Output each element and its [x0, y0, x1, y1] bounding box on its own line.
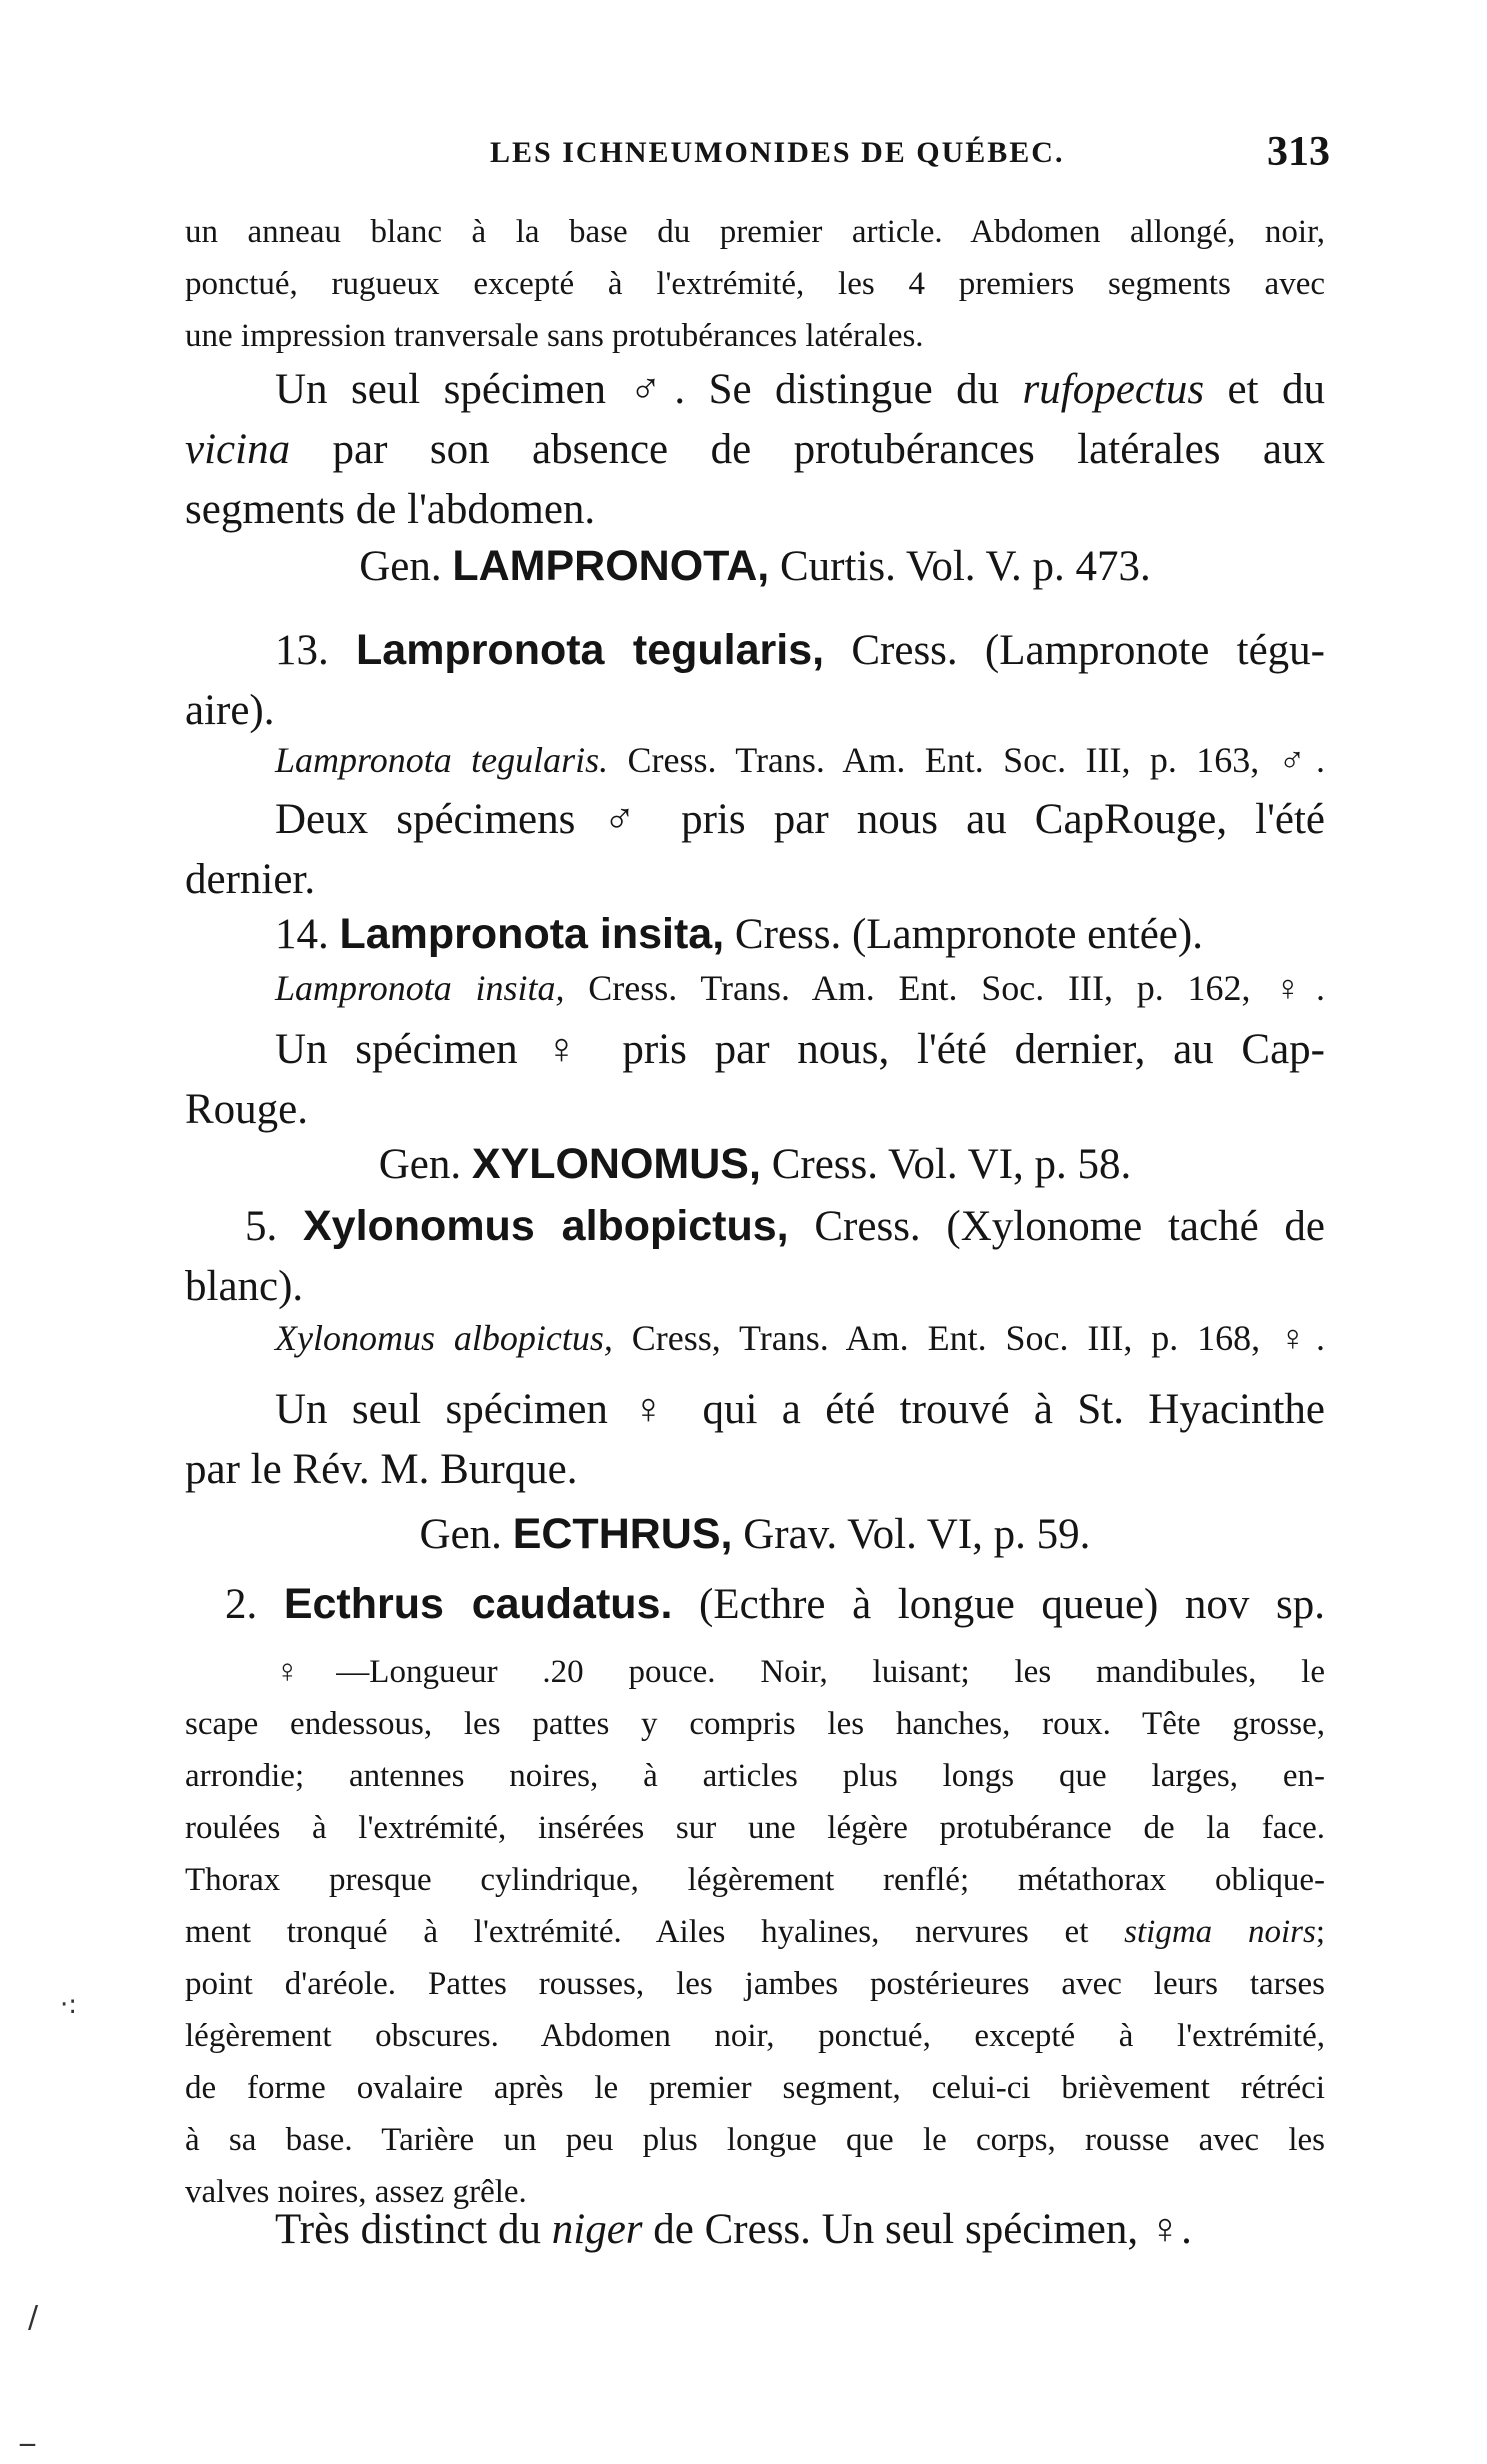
- species-14-note: [185, 1020, 1325, 1140]
- species-5-reference: Xylonomus albopictus, Cress, Trans. Am. Ent. Soc. III, p. 168, ♀.: [275, 1318, 1325, 1358]
- text-line: 5. Xylonomus albopictus, Cress. (Xylonome taché de: [245, 1202, 1326, 1250]
- page-number: 313: [1267, 129, 1330, 175]
- species-13-reference: Lampronota tegularis. Cress. Trans. Am. Ent. Soc. III, p. 163, ♂.: [275, 740, 1325, 780]
- text-line: Thorax presque cylindrique, légèrement renflé; métathorax oblique-: [185, 1862, 1325, 1898]
- text-line: point d'aréole. Pattes rousses, les jambes postérieures avec leurs tarses: [185, 1966, 1325, 2002]
- text-line: de forme ovalaire après le premier segment, celui-ci brièvement rétréci: [185, 2070, 1325, 2106]
- species-5-heading: [185, 1196, 1325, 1317]
- text-line: ♀—Longueur .20 pouce. Noir, luisant; les mandibules, le: [275, 1654, 1325, 1690]
- text-line: aire).: [185, 687, 275, 734]
- paragraph-specimen-note: [185, 360, 1325, 540]
- text-line: Un spécimen ♀ pris par nous, l'été dernier, au Cap-: [275, 1026, 1325, 1073]
- stray-mark: ·:: [60, 1990, 78, 2020]
- text-line: segments de l'abdomen.: [185, 486, 596, 533]
- text-line: dernier.: [185, 856, 316, 903]
- text-line: roulées à l'extrémité, insérées sur une légère protubérance de la face.: [185, 1810, 1325, 1846]
- text-line: 13. Lampronota tegularis, Cress. (Lampronote tégu-: [275, 626, 1325, 674]
- stray-mark: /: [28, 2300, 39, 2335]
- genus-heading-xylonomus: Gen. XYLONOMUS, Cress. Vol. VI, p. 58.: [378, 1140, 1132, 1188]
- text-line: un anneau blanc à la base du premier article. Abdomen allongé, noir,: [185, 214, 1325, 250]
- species-14-reference: Lampronota insita, Cress. Trans. Am. Ent. Soc. III, p. 162, ♀.: [275, 968, 1325, 1008]
- text-line: à sa base. Tarière un peu plus longue que le corps, rousse avec les: [185, 2122, 1325, 2158]
- text-line: une impression tranversale sans protubérances latérales.: [185, 318, 924, 354]
- text-line: ponctué, rugueux excepté à l'extrémité, les 4 premiers segments avec: [185, 266, 1325, 302]
- text-line: légèrement obscures. Abdomen noir, ponctué, excepté à l'extrémité,: [185, 2018, 1325, 2054]
- text-line: valves noires, assez grêle.: [185, 2174, 527, 2210]
- text-line: Un seul spécimen ♂. Se distingue du rufopectus et du: [275, 366, 1325, 413]
- species-13-heading: [185, 620, 1325, 741]
- text-line: arrondie; antennes noires, à articles plus longs que larges, en-: [185, 1758, 1325, 1794]
- text-line: Un seul spécimen ♀ qui a été trouvé à St. Hyacinthe: [275, 1386, 1325, 1433]
- stray-mark: _: [20, 2412, 35, 2447]
- text-line: blanc).: [185, 1263, 304, 1310]
- page-header: [190, 128, 1330, 188]
- text-line: vicina par son absence de protubérances latérales aux: [185, 426, 1325, 473]
- species-14-heading: 14. Lampronota insita, Cress. (Lampronote entée).: [275, 910, 1203, 958]
- text-line: scape endessous, les pattes y compris les hanches, roux. Tête grosse,: [185, 1706, 1325, 1742]
- species-5-note: [185, 1380, 1325, 1500]
- text-line: Rouge.: [185, 1086, 309, 1133]
- text-line: par le Rév. M. Burque.: [185, 1446, 578, 1493]
- species-2-heading: 2. Ecthrus caudatus. (Ecthre à longue queue) nov sp.: [225, 1580, 1325, 1628]
- species-2-conclusion: Très distinct du niger de Cress. Un seul spécimen, ♀.: [275, 2206, 1192, 2253]
- species-2-description: [185, 1646, 1325, 2218]
- genus-heading-lampronota: Gen. LAMPRONOTA, Curtis. Vol. V. p. 473.: [359, 542, 1151, 590]
- text-line: ment tronqué à l'extrémité. Ailes hyalines, nervures et stigma noirs;: [185, 1914, 1325, 1950]
- genus-heading-ecthrus: Gen. ECTHRUS, Grav. Vol. VI, p. 59.: [419, 1510, 1091, 1558]
- paragraph-abdomen: [185, 206, 1325, 362]
- species-13-note: [185, 790, 1325, 910]
- text-line: Deux spécimens ♂ pris par nous au CapRouge, l'été: [275, 796, 1325, 843]
- running-title: LES ICHNEUMONIDES DE QUÉBEC.: [490, 136, 1065, 169]
